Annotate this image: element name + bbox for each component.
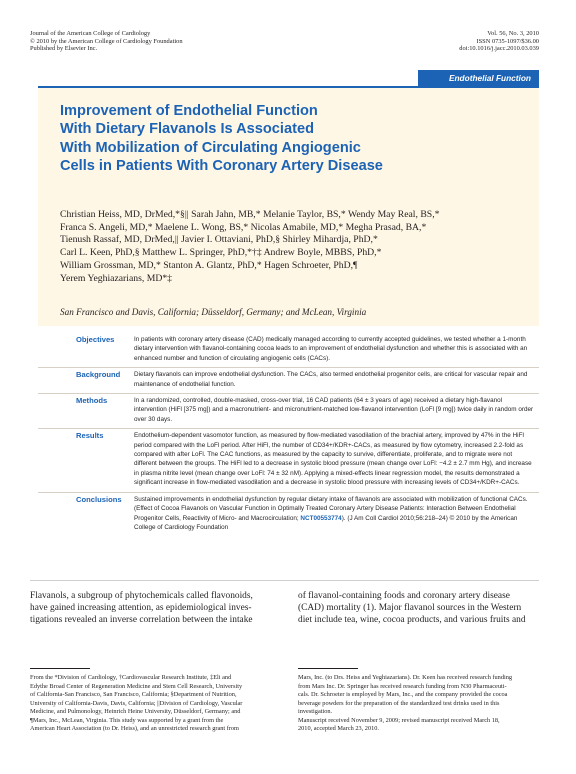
footnote-line: of California-San Francisco, San Francisco, California; §Department of Nutrition, xyxy=(30,691,237,698)
author-line: Tienush Rassaf, MD, DrMed,|| Javier I. Ottaviani, PhD,§ Shirley Mihardja, PhD,* xyxy=(60,234,378,246)
citation-text: ). (J Am Coll Cardiol 2010;56:218–24) © 2010 by the American College of Cardiology Foundation xyxy=(134,514,518,531)
footnote-line: American Heart Association (to Dr. Heiss), and an unrestricted research grant from xyxy=(30,725,239,732)
abstract-row-objectives xyxy=(38,333,539,368)
author-line: Franca S. Angeli, MD,* Maelene L. Wong, BS,* Nicolas Amabile, MD,* Megha Prasad, BA,* xyxy=(60,221,427,233)
title-line: Cells in Patients With Coronary Artery Disease xyxy=(60,158,383,175)
body-column-right xyxy=(298,590,539,626)
body-line: tigations revealed an inverse correlation between the intake xyxy=(30,615,253,625)
conclusions-text: Sustained improvements in endothelial dysfunction by regular dietary intake of flavanols are associated with mobilization of functional CACs. (Effect of Cocoa Flavanols on Vascular Function in Optimally Treated Coronary Artery Disease Patients: Interaction Between Endothelial Progenitor Cells, Reactivity of Micro- and Macrocirculation; xyxy=(134,495,528,522)
section-label: Endothelial Function xyxy=(418,70,539,86)
footnote-rule xyxy=(30,668,90,669)
body-line: of flavanol-containing foods and coronary artery disease xyxy=(298,591,510,601)
title-line: Improvement of Endothelial Function xyxy=(60,103,318,119)
body-line: (CAD) mortality (1). Major flavanol sources in the Western xyxy=(298,603,522,613)
trial-registration-link[interactable]: NCT00553774 xyxy=(300,514,342,522)
footnote-line: Edythe Broad Center of Regeneration Medicine and Stem Cell Research, University xyxy=(30,682,243,690)
citation-header xyxy=(459,30,539,53)
body-line: have gained increasing attention, as epidemiological inves- xyxy=(30,603,252,613)
abstract-label: Background xyxy=(76,370,121,380)
abstract-row-results xyxy=(38,429,539,492)
header-copyright: © 2010 by the American College of Cardiology Foundation xyxy=(30,37,183,45)
abstract-label: Conclusions xyxy=(76,494,122,504)
abstract-label: Methods xyxy=(76,396,108,406)
header-publisher: Published by Elsevier Inc. xyxy=(30,45,98,53)
footnote-right xyxy=(298,674,539,734)
footnote-line: from Mars Inc. Dr. Springer has received research funding from N30 Pharmaceuti- xyxy=(298,682,507,690)
abstract-text xyxy=(134,495,539,533)
header-issn: ISSN 0735-1097/$36.00 xyxy=(476,37,539,45)
footnote-line: From the *Division of Cardiology, †Cardiovascular Research Institute, ‡Eli and xyxy=(30,674,232,681)
abstract-label: Objectives xyxy=(76,335,115,344)
abstract-text: In patients with coronary artery disease (CAD) medically managed according to currently accepted guidelines, we tested whether a 1-month dietary intervention with flavanol-containing cocoa leads to an improvement of endothelial dysfunction and whether this is associated with an enhanced number and function of circulating angiogenic cells (CACs). xyxy=(134,336,528,362)
divider xyxy=(30,580,539,581)
author-line: Carl L. Keen, PhD,§ Matthew L. Springer, PhD,*†‡ Andrew Boyle, MBBS, PhD,* xyxy=(60,247,382,259)
abstract-row-conclusions xyxy=(38,493,539,537)
title-line: With Dietary Flavanols Is Associated xyxy=(60,121,314,138)
footnote-line: beverage powders for the preparation of the standardized test drinks used in this xyxy=(298,699,500,707)
abstract-text: Dietary flavanols can improve endothelial dysfunction. The CACs, also termed endothelial progenitor cells, are critical for vascular repair and maintenance of endothelial function. xyxy=(134,371,528,388)
abstract-label: Results xyxy=(76,431,104,441)
author-line: Christian Heiss, MD, DrMed,*§|| Sarah Jahn, MB,* Melanie Taylor, BS,* Wendy May Real, BS,* xyxy=(60,209,440,220)
body-column-left xyxy=(30,590,266,626)
structured-abstract xyxy=(38,333,539,536)
footnote-line: Mars, Inc. (to Drs. Heiss and Yeghiazarians). Dr. Keen has received research funding xyxy=(298,674,513,681)
header-doi[interactable]: doi:10.1016/j.jacc.2010.03.039 xyxy=(459,45,539,53)
abstract-row-background xyxy=(38,368,539,394)
author-line: William Grossman, MD,* Stanton A. Glantz, PhD,* Hagen Schroeter, PhD,¶ xyxy=(60,259,358,271)
footnote-line: cals. Dr. Schroeter is employed by Mars, Inc., and the company provided the cocoa xyxy=(298,691,508,698)
title-line: With Mobilization of Circulating Angiogenic xyxy=(60,139,361,156)
abstract-text: In a randomized, controlled, double-masked, cross-over trial, 16 CAD patients (64 ± 3 years of age) received a dietary high-flavanol intervention (HiFl [375 mg]) and a macronutrient- and micronutrient-matched low-flavanol intervention (LoFl [9 mg]) twice daily in random order over 30 days. xyxy=(134,397,534,423)
article-title xyxy=(60,102,530,176)
footnote-line: University of California-Davis, Davis, California; ||Division of Cardiology, Vascular xyxy=(30,699,243,707)
footnote-line: Manuscript received November 9, 2009; revised manuscript received March 18, xyxy=(298,716,500,724)
abstract-row-methods xyxy=(38,394,539,429)
footnote-line: Medicine, and Pulmonology, Heinrich Heine University, Düsseldorf, Germany; and xyxy=(30,708,241,715)
body-line: diet include tea, wine, cocoa products, and various fruits and xyxy=(298,615,526,625)
footnote-line: 2010, accepted March 23, 2010. xyxy=(298,725,379,732)
footnote-left xyxy=(30,674,274,734)
affiliations: San Francisco and Davis, California; Düsseldorf, Germany; and McLean, Virginia xyxy=(60,307,367,317)
author-line: Yerem Yeghiazarians, MD*‡ xyxy=(60,272,173,284)
footnote-line: ¶Mars, Inc., McLean, Virginia. This study was supported by a grant from the xyxy=(30,716,224,724)
body-line: Flavanols, a subgroup of phytochemicals called flavonoids, xyxy=(30,591,253,601)
author-list xyxy=(60,209,530,285)
abstract-text: Endothelium-dependent vasomotor function, as measured by flow-mediated vasodilation of the brachial artery, improved by 47% in the HiFl period compared with the LoFl period. After HiFl, the number of CD34+/KDR+-CACs, as measured by flow cytometry, increased 2.2-fold as compared with after LoFl. The CAC functions, as measured by the capacity to survive, differentiate, proliferate, and to migrate were not different between the groups. The HiFl led to a decrease in systolic blood pressure (mean change over LoFl: −4.2 ± 2.7 mm Hg), and increase in plasma nitrite level (mean change over LoFl: 74 ± 32 nM). Applying a mixed-effects linear regression model, the results demonstrated a significant increase in flow-mediated vasodilation and a decrease in systolic blood pressure with increasing levels of CD34+/KDR+-CACs. xyxy=(134,432,532,487)
header-journal-name: Journal of the American College of Cardiology xyxy=(30,30,151,37)
header-volume: Vol. 56, No. 3, 2010 xyxy=(487,30,539,37)
footnote-line: investigation. xyxy=(298,708,333,715)
footnote-rule xyxy=(298,668,358,669)
journal-header xyxy=(30,30,183,53)
